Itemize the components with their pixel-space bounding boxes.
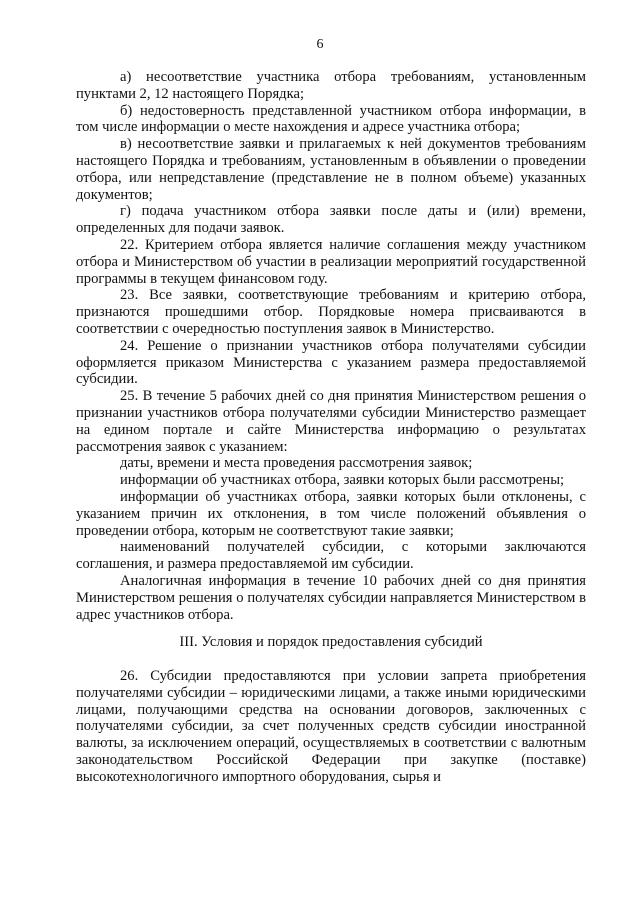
paragraph-21a: а) несоответствие участника отбора требованиям, установленным пунктами 2, 12 настоящего Порядка;: [76, 69, 586, 102]
paragraph-25-item-dates: даты, времени и места проведения рассмотрения заявок;: [120, 455, 473, 472]
paragraph-25-item-reviewed: информации об участниках отбора, заявки которых были рассмотрены;: [120, 472, 565, 489]
section-title: III. Условия и порядок предоставления субсидий: [179, 634, 483, 651]
paragraph-22: 22. Критерием отбора является наличие соглашения между участником отбора и Министерством об участии в реализации мероприятий государственной программы в текущем финансовом году.: [76, 236, 586, 287]
paragraph-25: 25. В течение 5 рабочих дней со дня принятия Министерством решения о признании участников отбора получателями субсидии Министерство размещает на едином портале и сайте Министерства информацию о результатах рассмотрения заявок с указанием:: [76, 388, 586, 455]
page-number: 6: [316, 37, 324, 52]
paragraph-21g: г) подача участником отбора заявки после даты и (или) времени, определенных для подачи заявок.: [76, 203, 586, 237]
paragraph-23: 23. Все заявки, соответствующие требованиям и критерию отбора, признаются прошедшими отбор. Порядковые номера присваиваются в соответствии с очередностью поступления заявок в Министерство.: [76, 287, 586, 337]
paragraph-24: 24. Решение о признании участников отбора получателями субсидии оформляется приказом Министерства с указанием размера предоставляемой субсидии.: [76, 337, 586, 388]
paragraph-25-item-recipients: наименований получателей субсидии, с которыми заключаются соглашения, и размера предоставляемой им субсидии.: [76, 539, 586, 573]
paragraph-25-item-rejected: информации об участниках отбора, заявки которых были отклонены, с указанием причин их отклонения, в том числе положений объявления о проведении отбора, которым не соответствуют такие заявки;: [76, 488, 586, 539]
paragraph-21b: б) недостоверность представленной участником отбора информации, в том числе информации о месте нахождения и адресе участника отбора;: [76, 102, 586, 136]
paragraph-26: 26. Субсидии предоставляются при условии запрета приобретения получателями субсидии – юридическими лицами, а также иными юридическими лицами, получающими средства на основании договоров, заключенных с получателями субсидии, за счет полученных средств субсидии иностранной валюты, за исключением операций, осуществляемых в соответствии с валютным законодательством Российской Федерации при закупке (поставке) высокотехнологичного импортного оборудования, сырья и: [76, 668, 586, 785]
paragraph-25-similar-info: Аналогичная информация в течение 10 рабочих дней со дня принятия Министерством решения о получателях субсидии направляется Министерством в адрес участников отбора.: [76, 572, 586, 623]
paragraph-21v: в) несоответствие заявки и прилагаемых к ней документов требованиям настоящего Порядка и требованиям, установленным в объявлении о проведении отбора, или непредставление (представление не в полном объеме) указанных документов;: [76, 136, 586, 203]
document-body: [76, 69, 586, 786]
